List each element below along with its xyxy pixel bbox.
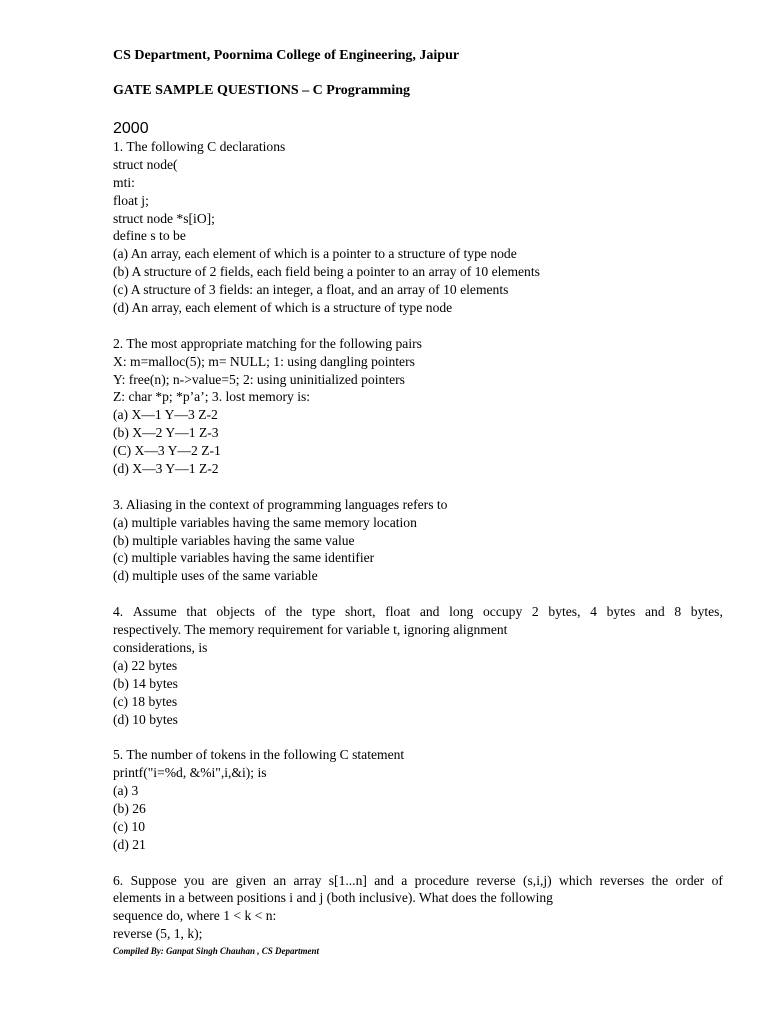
word: order: [675, 872, 705, 888]
question-3: [113, 496, 723, 585]
word: 8: [674, 604, 682, 620]
answer-option: (a) multiple variables having the same memory location: [113, 514, 417, 530]
word: (s,i,j): [522, 872, 552, 888]
question-text: 5. The number of tokens in the following C statement: [113, 747, 405, 763]
answer-option: (b) 26: [113, 800, 146, 816]
answer-option: (d) An array, each element of which is a structure of type node: [113, 300, 453, 316]
word: 2: [531, 604, 539, 620]
answer-option: (b) A structure of 2 fields, each field being a pointer to an array of 10 elements: [113, 264, 540, 280]
question-text: elements in a between positions i and j (both inclusive). What does the following: [113, 890, 553, 906]
word: that: [186, 604, 207, 620]
question-6: [113, 872, 723, 944]
question-text: sequence do, where 1 < k < n:: [113, 908, 277, 924]
code-line: float j;: [113, 192, 149, 208]
word: given: [235, 872, 266, 888]
code-line: struct node(: [113, 156, 178, 172]
word: 6.: [113, 872, 124, 888]
word: bytes,: [548, 604, 581, 620]
answer-option: (c) A structure of 3 fields: an integer, a float, and an array of 10 elements: [113, 282, 509, 298]
answer-option: (d) 10 bytes: [113, 711, 178, 727]
answer-option: (a) X—1 Y—3 Z-2: [113, 407, 218, 423]
word: a: [401, 872, 408, 888]
answer-option: (b) multiple variables having the same value: [113, 532, 355, 548]
question-list: [113, 138, 723, 943]
word: which: [559, 872, 593, 888]
code-line: mti:: [113, 174, 135, 190]
word: occupy: [482, 604, 523, 620]
word: of: [264, 604, 276, 620]
word: of: [711, 872, 723, 888]
word: the: [285, 604, 303, 620]
answer-option: (a) An array, each element of which is a pointer to a structure of type node: [113, 246, 517, 262]
code-line: printf("i=%d, &%i",i,&i); is: [113, 765, 267, 781]
answer-option: (d) X—3 Y—1 Z-2: [113, 461, 219, 477]
question-text: considerations, is: [113, 639, 208, 655]
word: bytes,: [690, 604, 723, 620]
word: float: [385, 604, 411, 620]
word: Suppose: [130, 872, 177, 888]
word: bytes: [606, 604, 636, 620]
answer-option: (a) 3: [113, 783, 139, 799]
word: reverse: [476, 872, 516, 888]
answer-option: (d) multiple uses of the same variable: [113, 568, 318, 584]
word: 4.: [113, 604, 124, 620]
word: s[1...n]: [328, 872, 367, 888]
word: and: [374, 872, 394, 888]
document-title: GATE SAMPLE QUESTIONS – C Programming: [113, 83, 411, 98]
answer-option: (c) multiple variables having the same identifier: [113, 550, 375, 566]
word: the: [651, 872, 669, 888]
code-line: struct node *s[iO];: [113, 210, 215, 226]
footer-credit: Compiled By: Ganpat Singh Chauhan , CS Department: [113, 946, 320, 956]
answer-option: (d) 21: [113, 836, 146, 852]
question-4: [113, 603, 723, 728]
word: long: [449, 604, 474, 620]
word: and: [645, 604, 665, 620]
word: reverses: [599, 872, 645, 888]
word: short,: [344, 604, 376, 620]
answer-option: (b) X—2 Y—1 Z-3: [113, 425, 219, 441]
answer-option: (c) 10: [113, 818, 146, 834]
word: array: [293, 872, 322, 888]
word: and: [419, 604, 440, 620]
word: procedure: [414, 872, 470, 888]
question-text: X: m=malloc(5); m= NULL; 1: using dangling pointers: [113, 353, 415, 369]
question-text: Z: char *p; *p’a’; 3. lost memory is:: [113, 389, 311, 405]
answer-option: (c) 18 bytes: [113, 693, 178, 709]
question-2: [113, 335, 723, 478]
question-text: 1. The following C declarations: [113, 139, 286, 154]
question-text: 3. Aliasing in the context of programming languages refers to: [113, 496, 448, 512]
word: an: [273, 872, 287, 888]
institution-header: CS Department, Poornima College of Engineering, Jaipur: [113, 48, 460, 63]
answer-option: (a) 22 bytes: [113, 657, 178, 673]
question-text: respectively. The memory requirement for variable t, ignoring alignment: [113, 622, 508, 638]
word: Assume: [132, 604, 177, 620]
question-text: define s to be: [113, 228, 186, 244]
answer-option: (b) 14 bytes: [113, 675, 178, 691]
word: are: [211, 872, 229, 888]
word: objects: [216, 604, 255, 620]
word: you: [184, 872, 205, 888]
answer-option: (C) X—3 Y—2 Z-1: [113, 443, 221, 459]
question-text: Y: free(n); n->value=5; 2: using uninitialized pointers: [113, 371, 405, 387]
question-5: [113, 746, 723, 853]
question-text: 2. The most appropriate matching for the following pairs: [113, 335, 422, 351]
word: 4: [590, 604, 597, 620]
question-1: [113, 138, 723, 317]
code-line: reverse (5, 1, k);: [113, 926, 203, 942]
question-text-justified: [113, 872, 723, 890]
question-text-justified: [113, 603, 723, 621]
year-heading: 2000: [113, 120, 149, 137]
word: type: [311, 604, 336, 620]
